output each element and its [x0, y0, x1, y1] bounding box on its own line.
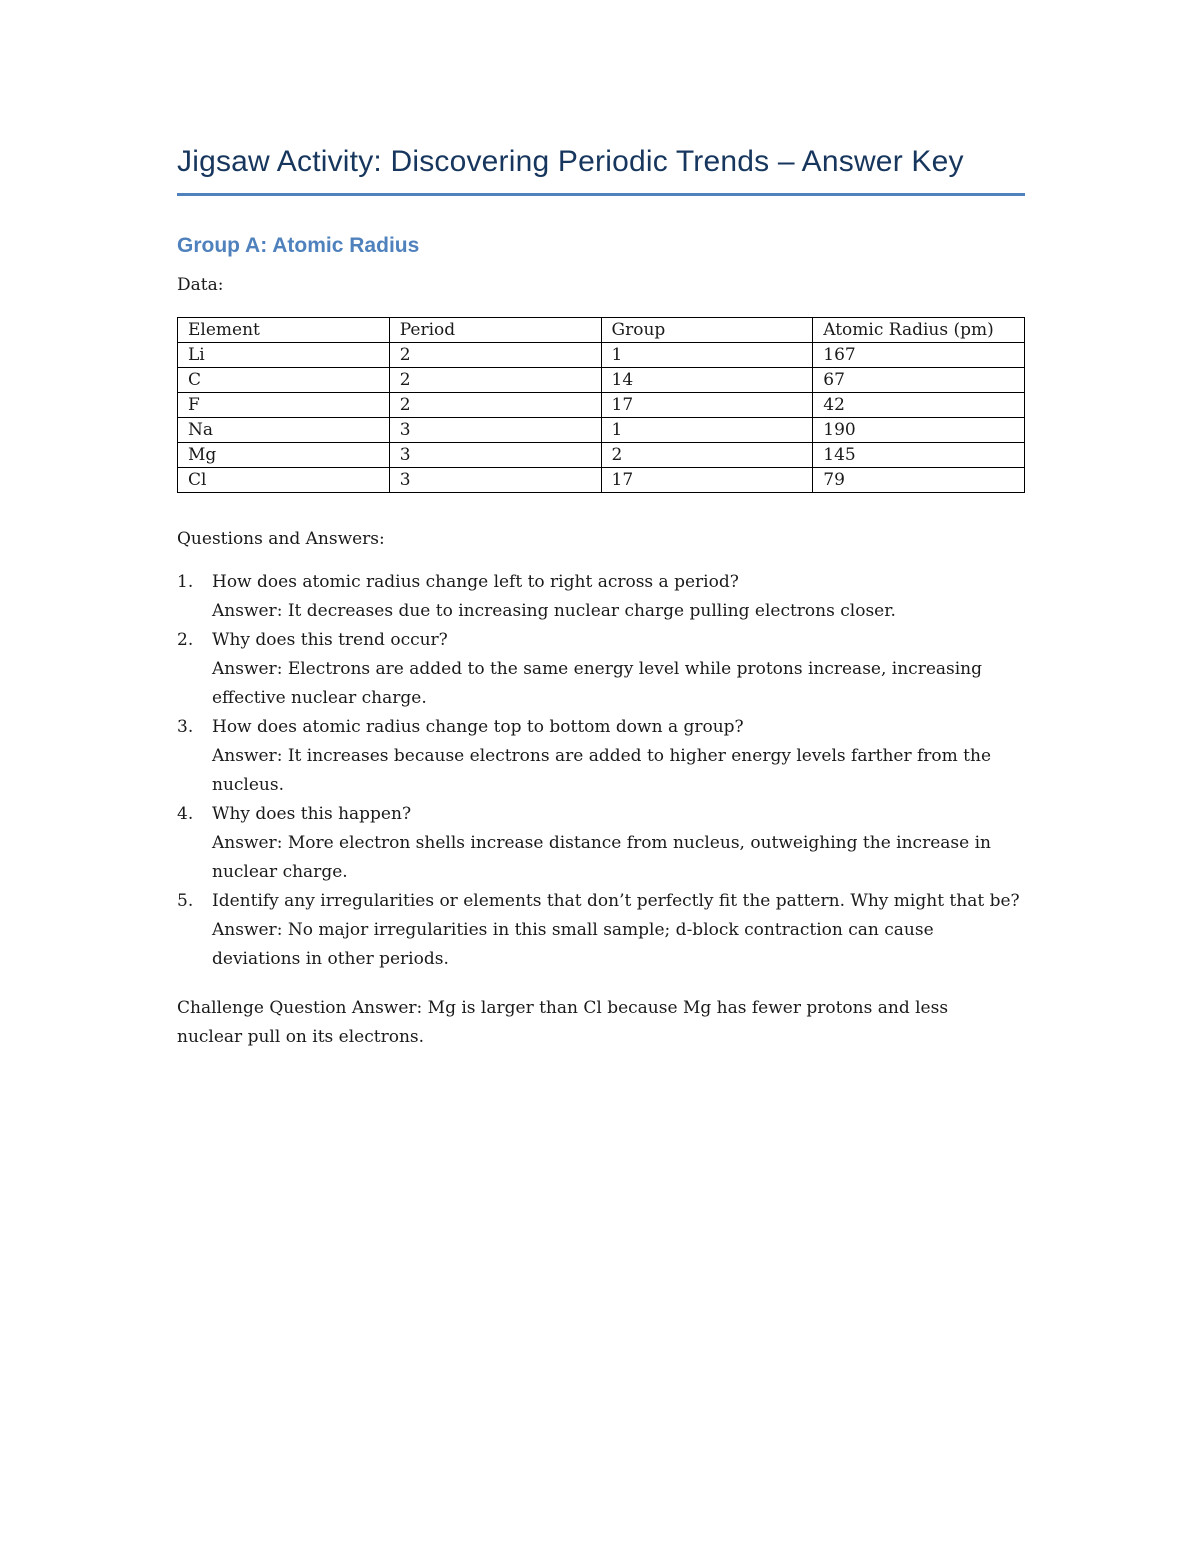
table-cell: Cl [178, 468, 390, 493]
list-item [177, 887, 1025, 974]
list-item [177, 800, 1025, 887]
document-page [177, 140, 1025, 1052]
list-item [177, 713, 1025, 800]
table-header-cell: Period [389, 318, 601, 343]
table-row [178, 343, 1025, 368]
table-row [178, 368, 1025, 393]
table-header-cell: Element [178, 318, 390, 343]
atomic-radius-table [177, 317, 1025, 493]
questions-list [177, 568, 1025, 974]
table-header-cell: Group [601, 318, 813, 343]
question-text: How does atomic radius change left to right across a period? [212, 572, 739, 592]
document-title: Jigsaw Activity: Discovering Periodic Trends – Answer Key [177, 140, 1025, 196]
table-cell: 3 [389, 468, 601, 493]
table-cell: Li [178, 343, 390, 368]
answer-text: Answer: No major irregularities in this small sample; d-block contraction can cause deviations in other periods. [212, 920, 934, 969]
data-label: Data: [177, 275, 224, 295]
table-cell: 14 [601, 368, 813, 393]
table-cell: 1 [601, 418, 813, 443]
table-row [178, 468, 1025, 493]
table-cell: Mg [178, 443, 390, 468]
answer-text: Answer: More electron shells increase distance from nucleus, outweighing the increase in nuclear charge. [212, 833, 991, 882]
question-number: 1. [177, 572, 194, 592]
table-cell: F [178, 393, 390, 418]
question-number: 5. [177, 891, 194, 911]
table-cell: 79 [813, 468, 1025, 493]
table-cell: 2 [601, 443, 813, 468]
question-number: 4. [177, 804, 194, 824]
table-cell: 1 [601, 343, 813, 368]
question-number: 3. [177, 717, 194, 737]
table-cell: 2 [389, 343, 601, 368]
table-cell: 42 [813, 393, 1025, 418]
table-cell: 67 [813, 368, 1025, 393]
table-cell: 167 [813, 343, 1025, 368]
table-cell: 17 [601, 468, 813, 493]
list-item [177, 568, 1025, 626]
table-cell: 17 [601, 393, 813, 418]
question-text: How does atomic radius change top to bottom down a group? [212, 717, 744, 737]
table-cell: 3 [389, 443, 601, 468]
questions-and-answers-label: Questions and Answers: [177, 529, 385, 549]
question-text: Why does this happen? [212, 804, 412, 824]
table-row [178, 443, 1025, 468]
answer-text: Answer: Electrons are added to the same energy level while protons increase, increasing effective nuclear charge. [212, 659, 983, 708]
table-cell: Na [178, 418, 390, 443]
table-cell: 190 [813, 418, 1025, 443]
table-header-cell: Atomic Radius (pm) [813, 318, 1025, 343]
section-heading-group-a: Group A: Atomic Radius [177, 234, 420, 257]
table-cell: C [178, 368, 390, 393]
table-cell: 2 [389, 393, 601, 418]
challenge-answer: Challenge Question Answer: Mg is larger than Cl because Mg has fewer protons and less nuclear pull on its electrons. [177, 998, 949, 1047]
table-header-row [178, 318, 1025, 343]
table-cell: 2 [389, 368, 601, 393]
answer-text: Answer: It increases because electrons are added to higher energy levels farther from the nucleus. [212, 746, 992, 795]
question-text: Identify any irregularities or elements that don’t perfectly fit the pattern. Why might that be? [212, 891, 1020, 911]
table-cell: 3 [389, 418, 601, 443]
table-row [178, 393, 1025, 418]
table-cell: 145 [813, 443, 1025, 468]
question-text: Why does this trend occur? [212, 630, 448, 650]
list-item [177, 626, 1025, 713]
question-number: 2. [177, 630, 194, 650]
table-row [178, 418, 1025, 443]
answer-text: Answer: It decreases due to increasing nuclear charge pulling electrons closer. [212, 601, 896, 621]
